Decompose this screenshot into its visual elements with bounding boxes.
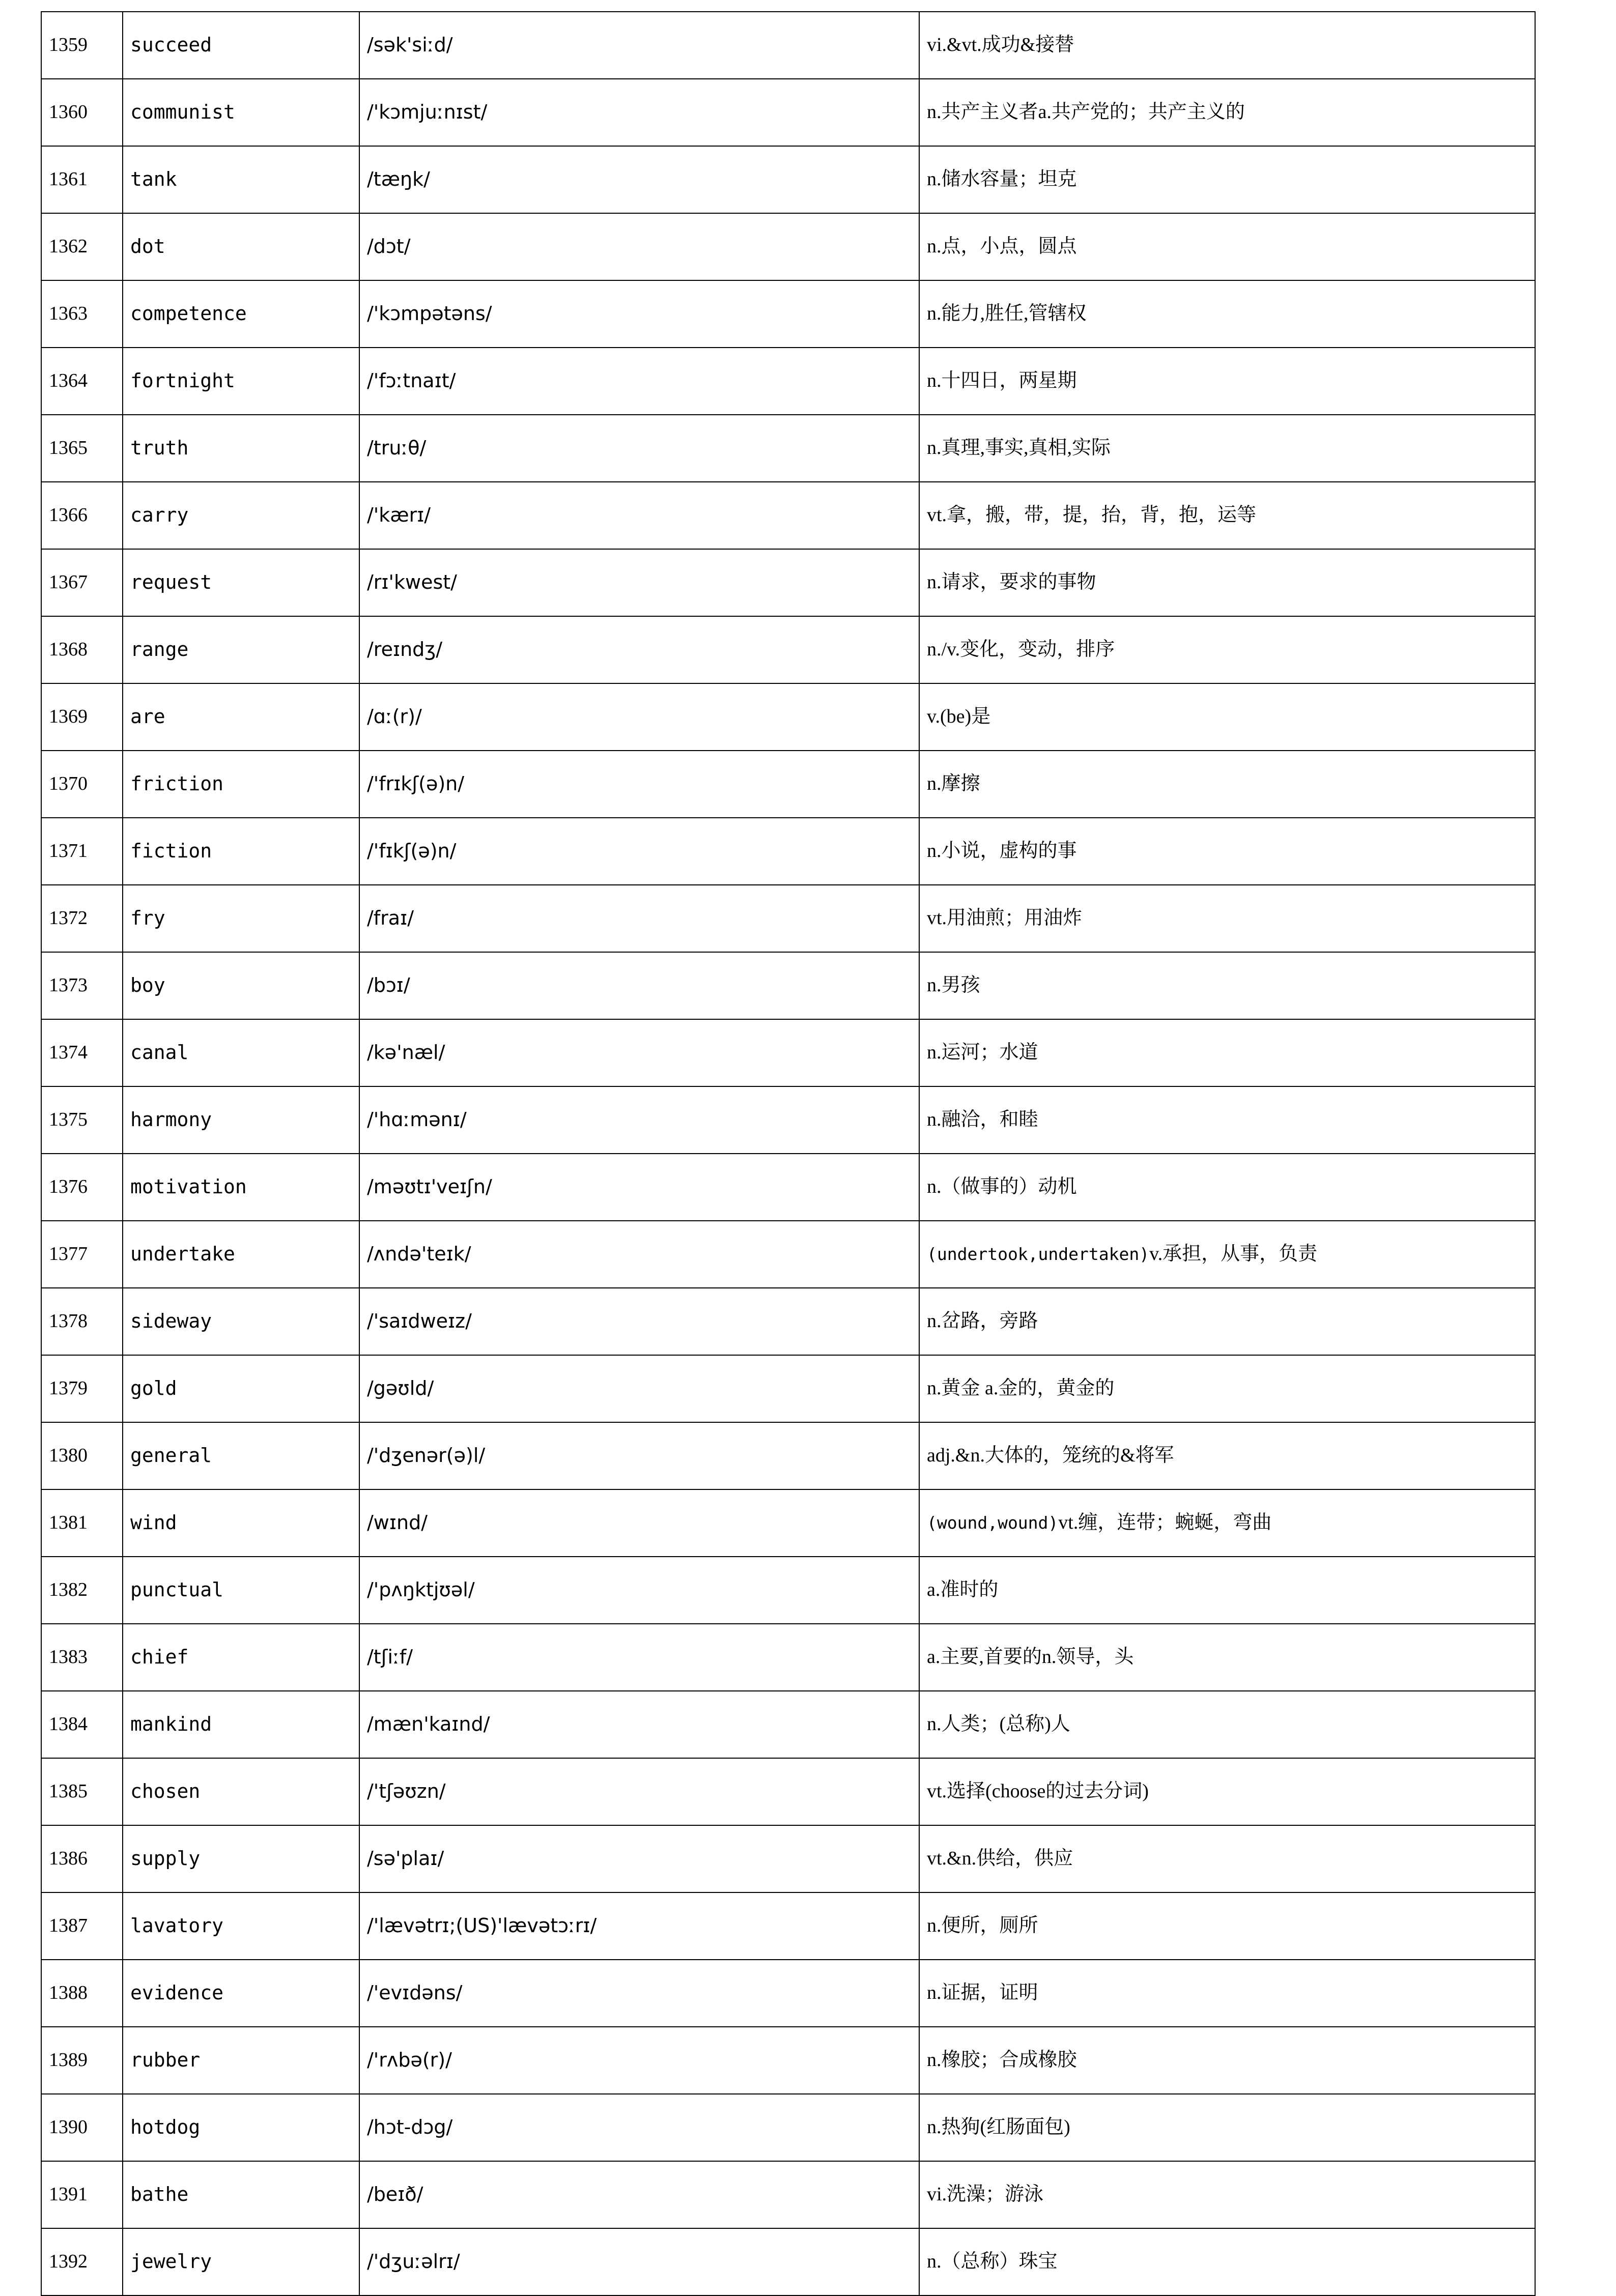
table-row: [41, 2161, 1535, 2228]
word-cell: undertake: [123, 1221, 359, 1288]
row-number: 1386: [41, 1825, 123, 1892]
row-number: 1391: [41, 2161, 123, 2228]
row-number: 1384: [41, 1691, 123, 1758]
word-cell: motivation: [123, 1154, 359, 1221]
word-cell: sideway: [123, 1288, 359, 1355]
phonetic-cell: /'dʒenər(ə)l/: [359, 1422, 919, 1489]
word-cell: carry: [123, 482, 359, 549]
meaning-cell: n./v.变化，变动，排序: [919, 616, 1535, 683]
table-row: [41, 1355, 1535, 1422]
meaning-cell: n.融洽，和睦: [919, 1086, 1535, 1154]
row-number: 1366: [41, 482, 123, 549]
word-cell: succeed: [123, 12, 359, 79]
word-cell: request: [123, 549, 359, 616]
phonetic-cell: /sə'plaɪ/: [359, 1825, 919, 1892]
table-row: [41, 2228, 1535, 2295]
phonetic-cell: /kə'næl/: [359, 1019, 919, 1086]
meaning-cell: vt.用油煎；用油炸: [919, 885, 1535, 952]
table-row: [41, 683, 1535, 751]
row-number: 1388: [41, 1960, 123, 2027]
meaning-cell: a.准时的: [919, 1557, 1535, 1624]
table-row: [41, 12, 1535, 79]
meaning-cell: n.人类；(总称)人: [919, 1691, 1535, 1758]
meaning-cell: n.证据，证明: [919, 1960, 1535, 2027]
meaning-cell: n.黄金 a.金的，黄金的: [919, 1355, 1535, 1422]
table-row: [41, 751, 1535, 818]
meaning-cell: n.真理,事实,真相,实际: [919, 415, 1535, 482]
phonetic-cell: /ʌndə'teɪk/: [359, 1221, 919, 1288]
row-number: 1368: [41, 616, 123, 683]
row-number: 1363: [41, 280, 123, 348]
table-row: [41, 146, 1535, 213]
meaning-cell: n.能力,胜任,管辖权: [919, 280, 1535, 348]
phonetic-cell: /'kɔmjuːnɪst/: [359, 79, 919, 146]
meaning-cell: vi.&vt.成功&接替: [919, 12, 1535, 79]
row-number: 1372: [41, 885, 123, 952]
row-number: 1376: [41, 1154, 123, 1221]
phonetic-cell: /tæŋk/: [359, 146, 919, 213]
table-row: [41, 1557, 1535, 1624]
row-number: 1360: [41, 79, 123, 146]
word-cell: fortnight: [123, 348, 359, 415]
phonetic-cell: /beɪð/: [359, 2161, 919, 2228]
table-row: [41, 1154, 1535, 1221]
meaning-cell: n.便所，厕所: [919, 1892, 1535, 1960]
phonetic-cell: /bɔɪ/: [359, 952, 919, 1019]
phonetic-cell: /tʃiːf/: [359, 1624, 919, 1691]
table-row: [41, 1221, 1535, 1288]
word-cell: canal: [123, 1019, 359, 1086]
row-number: 1362: [41, 213, 123, 280]
meaning-cell: n.运河；水道: [919, 1019, 1535, 1086]
word-cell: jewelry: [123, 2228, 359, 2295]
phonetic-cell: /wɪnd/: [359, 1489, 919, 1557]
meaning-english-part: (undertook,undertaken): [927, 1244, 1150, 1265]
row-number: 1383: [41, 1624, 123, 1691]
word-cell: competence: [123, 280, 359, 348]
row-number: 1387: [41, 1892, 123, 1960]
row-number: 1370: [41, 751, 123, 818]
table-row: [41, 213, 1535, 280]
table-row: [41, 1019, 1535, 1086]
row-number: 1369: [41, 683, 123, 751]
row-number: 1364: [41, 348, 123, 415]
meaning-cell: n.小说，虚构的事: [919, 818, 1535, 885]
phonetic-cell: /'hɑːmənɪ/: [359, 1086, 919, 1154]
table-row: [41, 1086, 1535, 1154]
table-row: [41, 79, 1535, 146]
word-cell: bathe: [123, 2161, 359, 2228]
meaning-cell: n.摩擦: [919, 751, 1535, 818]
word-cell: chief: [123, 1624, 359, 1691]
word-cell: punctual: [123, 1557, 359, 1624]
row-number: 1380: [41, 1422, 123, 1489]
phonetic-cell: /fraɪ/: [359, 885, 919, 952]
table-row: [41, 818, 1535, 885]
table-row: [41, 885, 1535, 952]
phonetic-cell: /reɪndʒ/: [359, 616, 919, 683]
table-row: [41, 1288, 1535, 1355]
row-number: 1361: [41, 146, 123, 213]
meaning-english-part: (wound,wound): [927, 1513, 1059, 1533]
row-number: 1365: [41, 415, 123, 482]
phonetic-cell: /'pʌŋktjʊəl/: [359, 1557, 919, 1624]
row-number: 1375: [41, 1086, 123, 1154]
phonetic-cell: /'dʒuːəlrɪ/: [359, 2228, 919, 2295]
row-number: 1367: [41, 549, 123, 616]
table-row: [41, 1758, 1535, 1825]
row-number: 1377: [41, 1221, 123, 1288]
phonetic-cell: /'tʃəʊzn/: [359, 1758, 919, 1825]
phonetic-cell: /mæn'kaɪnd/: [359, 1691, 919, 1758]
meaning-cell: n.男孩: [919, 952, 1535, 1019]
vocabulary-table: [41, 11, 1536, 2296]
meaning-cell: [919, 1221, 1535, 1288]
word-cell: hotdog: [123, 2094, 359, 2161]
meaning-cell: vt.&n.供给，供应: [919, 1825, 1535, 1892]
table-row: [41, 2027, 1535, 2094]
phonetic-cell: /'kɔmpətəns/: [359, 280, 919, 348]
meaning-cell: n.岔路，旁路: [919, 1288, 1535, 1355]
row-number: 1374: [41, 1019, 123, 1086]
table-row: [41, 952, 1535, 1019]
word-cell: range: [123, 616, 359, 683]
meaning-cell: n.请求，要求的事物: [919, 549, 1535, 616]
phonetic-cell: /'saɪdweɪz/: [359, 1288, 919, 1355]
meaning-cell: n.共产主义者a.共产党的；共产主义的: [919, 79, 1535, 146]
word-cell: fry: [123, 885, 359, 952]
phonetic-cell: /gəʊld/: [359, 1355, 919, 1422]
row-number: 1389: [41, 2027, 123, 2094]
word-cell: boy: [123, 952, 359, 1019]
meaning-cell: adj.&n.大体的，笼统的&将军: [919, 1422, 1535, 1489]
table-row: [41, 482, 1535, 549]
row-number: 1385: [41, 1758, 123, 1825]
phonetic-cell: /hɔt-dɔg/: [359, 2094, 919, 2161]
meaning-cell: a.主要,首要的n.领导，头: [919, 1624, 1535, 1691]
meaning-cell: vi.洗澡；游泳: [919, 2161, 1535, 2228]
word-cell: lavatory: [123, 1892, 359, 1960]
table-row: [41, 1892, 1535, 1960]
row-number: 1371: [41, 818, 123, 885]
word-cell: general: [123, 1422, 359, 1489]
phonetic-cell: /'kærɪ/: [359, 482, 919, 549]
phonetic-cell: /'rʌbə(r)/: [359, 2027, 919, 2094]
table-row: [41, 1691, 1535, 1758]
word-cell: harmony: [123, 1086, 359, 1154]
phonetic-cell: /'evɪdəns/: [359, 1960, 919, 2027]
phonetic-cell: /'frɪkʃ(ə)n/: [359, 751, 919, 818]
row-number: 1381: [41, 1489, 123, 1557]
word-cell: supply: [123, 1825, 359, 1892]
meaning-chinese-part: v.承担，从事，负责: [1149, 1243, 1318, 1265]
table-row: [41, 1624, 1535, 1691]
row-number: 1392: [41, 2228, 123, 2295]
row-number: 1390: [41, 2094, 123, 2161]
meaning-cell: n.十四日，两星期: [919, 348, 1535, 415]
meaning-cell: [919, 1489, 1535, 1557]
meaning-cell: n.（做事的）动机: [919, 1154, 1535, 1221]
phonetic-cell: /truːθ/: [359, 415, 919, 482]
word-cell: evidence: [123, 1960, 359, 2027]
row-number: 1359: [41, 12, 123, 79]
phonetic-cell: /rɪ'kwest/: [359, 549, 919, 616]
word-cell: gold: [123, 1355, 359, 1422]
row-number: 1379: [41, 1355, 123, 1422]
row-number: 1373: [41, 952, 123, 1019]
table-row: [41, 616, 1535, 683]
table-row: [41, 1489, 1535, 1557]
word-cell: dot: [123, 213, 359, 280]
table-row: [41, 1960, 1535, 2027]
meaning-cell: vt.选择(choose的过去分词): [919, 1758, 1535, 1825]
word-cell: truth: [123, 415, 359, 482]
word-cell: wind: [123, 1489, 359, 1557]
table-row: [41, 549, 1535, 616]
word-cell: are: [123, 683, 359, 751]
word-cell: rubber: [123, 2027, 359, 2094]
phonetic-cell: /'fɪkʃ(ə)n/: [359, 818, 919, 885]
meaning-cell: n.点，小点，圆点: [919, 213, 1535, 280]
table-row: [41, 348, 1535, 415]
phonetic-cell: /dɔt/: [359, 213, 919, 280]
word-cell: communist: [123, 79, 359, 146]
meaning-cell: n.热狗(红肠面包): [919, 2094, 1535, 2161]
word-cell: mankind: [123, 1691, 359, 1758]
meaning-cell: n.储水容量；坦克: [919, 146, 1535, 213]
meaning-chinese-part: vt.缠，连带；蜿蜒，弯曲: [1058, 1512, 1272, 1534]
word-cell: chosen: [123, 1758, 359, 1825]
word-cell: friction: [123, 751, 359, 818]
table-row: [41, 415, 1535, 482]
word-cell: tank: [123, 146, 359, 213]
phonetic-cell: /məʊtɪ'veɪʃn/: [359, 1154, 919, 1221]
phonetic-cell: /'fɔːtnaɪt/: [359, 348, 919, 415]
table-row: [41, 2094, 1535, 2161]
row-number: 1378: [41, 1288, 123, 1355]
phonetic-cell: /'lævətrɪ;(US)'lævətɔːrɪ/: [359, 1892, 919, 1960]
table-row: [41, 1422, 1535, 1489]
meaning-cell: vt.拿，搬，带，提，抬，背，抱，运等: [919, 482, 1535, 549]
phonetic-cell: /ɑː(r)/: [359, 683, 919, 751]
table-row: [41, 1825, 1535, 1892]
word-cell: fiction: [123, 818, 359, 885]
table-row: [41, 280, 1535, 348]
meaning-cell: n.橡胶；合成橡胶: [919, 2027, 1535, 2094]
meaning-cell: n.（总称）珠宝: [919, 2228, 1535, 2295]
row-number: 1382: [41, 1557, 123, 1624]
meaning-cell: v.(be)是: [919, 683, 1535, 751]
phonetic-cell: /sək'siːd/: [359, 12, 919, 79]
